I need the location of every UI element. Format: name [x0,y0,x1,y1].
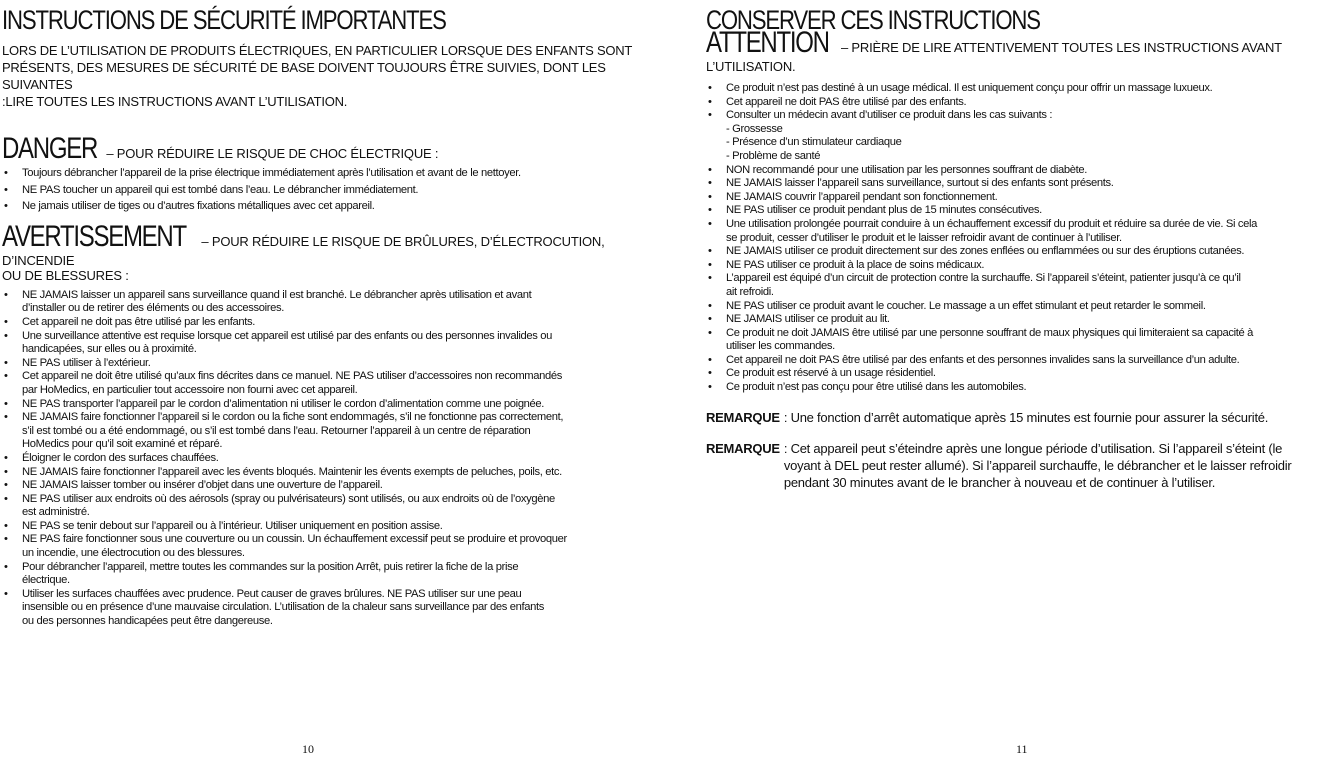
list-item: • NE JAMAIS laisser un appareil sans surveillance quand il est branché. Le débrancher après utilisation et avant d’installer ou de retirer des éléments ou des accessoires. [2,289,626,316]
list-item: • Une utilisation prolongée pourrait conduire à un échauffement excessif du produit et réduire sa durée de vie. Si cela se produit, cesser d’utiliser le produit et le laisser refroidir avant de continuer à l’utiliser. [706,218,1331,245]
remark [706,409,1331,426]
warning-subheading-2: OU DE BLESSURES : [2,267,129,283]
list-item: • Cet appareil ne doit PAS être utilisé par des enfants. [706,96,1331,110]
list-item: • NE JAMAIS faire fonctionner l’appareil si le cordon ou la fiche sont endommagés, s’il ne fonctionne pas correctement, s’il est tombé ou a été endommagé, ou s’il est tombé dans l’eau. Retourner l’appareil à un centre de réparation HoMedics pour qu’il soit examiné et réparé. [2,411,626,452]
list-item: • NE JAMAIS faire fonctionner l’appareil avec les évents bloqués. Maintenir les évents exempts de peluches, poils, etc. [2,466,626,480]
list-item: • NE PAS utiliser aux endroits où des aérosols (spray ou pulvérisateurs) sont utilisés, ou aux endroits où de l’oxygène est administré. [2,493,626,520]
attention-heading: ATTENTION [706,26,829,59]
left-page [0,0,633,759]
list-item: • NE JAMAIS couvrir l’appareil pendant son fonctionnement. [706,191,1331,205]
list-item: • NE JAMAIS utiliser ce produit au lit. [706,313,1331,327]
list-item: • NE JAMAIS utiliser ce produit directement sur des zones enflées ou enflammées ou sur des éruptions cutanées. [706,245,1331,259]
list-item: • NE PAS utiliser ce produit pendant plus de 15 minutes consécutives. [706,204,1331,218]
list-item: • Cet appareil ne doit PAS être utilisé par des enfants et des personnes invalides sans la surveillance d’un adulte. [706,354,1331,368]
list-item: • Utiliser les surfaces chauffées avec prudence. Peut causer de graves brûlures. NE PAS utiliser sur une peau insensible ou en présence d’une mauvaise circulation. L’utilisation de la chaleur sans surveillance par des enfants ou des personnes handicapées peut être dangereuse. [2,588,626,629]
list-item: • Ce produit ne doit JAMAIS être utilisé par une personne souffrant de maux physiques qui limiteraient sa capacité à utiliser les commandes. [706,327,1331,354]
list-item: • NE PAS toucher un appareil qui est tombé dans l’eau. Le débrancher immédiatement. [2,184,626,198]
list-item: • NE PAS faire fonctionner sous une couverture ou un coussin. Un échauffement excessif peut se produire et provoquer un incendie, une électrocution ou des blessures. [2,533,626,560]
remark-label: REMARQUE [706,440,780,456]
left-page-title: INSTRUCTIONS DE SÉCURITÉ IMPORTANTES [2,5,446,35]
warning-heading-line [2,219,626,270]
list-item: • NE PAS utiliser à l’extérieur. [2,357,626,371]
attention-list [706,82,1331,395]
list-item: • Ce produit est réservé à un usage résidentiel. [706,367,1331,381]
list-item: • NON recommandé pour une utilisation par les personnes souffrant de diabète. [706,164,1331,178]
danger-subheading: – POUR RÉDUIRE LE RISQUE DE CHOC ÉLECTRIQUE : [106,146,439,161]
list-item: • Éloigner le cordon des surfaces chauffées. [2,452,626,466]
remarks [706,409,1331,491]
danger-list [2,167,626,214]
list-item: • Cet appareil ne doit être utilisé qu’aux fins décrites dans ce manuel. NE PAS utiliser d’accessoires non recommandés par HoMedics, en particulier tout accessoire non fourni avec cet appareil. [2,370,626,397]
list-item: • Consulter un médecin avant d’utiliser ce produit dans les cas suivants : - Grossesse - Présence d’un stimulateur cardiaque - Problème de santé [706,109,1331,163]
left-intro: LORS DE L’UTILISATION DE PRODUITS ÉLECTRIQUES, EN PARTICULIER LORSQUE DES ENFANTS SONT PRÉSENTS, DES MESURES DE SÉCURITÉ DE BASE DOIVENT TOUJOURS ÊTRE SUIVIES, DONT LES SUIVANTES :LIRE TOUTES LES INSTRUCTIONS AVANT L’UTILISATION. [2,43,633,109]
list-item: • NE PAS se tenir debout sur l’appareil ou à l’intérieur. Utiliser uniquement en position assise. [2,520,626,534]
remark-text: : Une fonction d’arrêt automatique après 15 minutes est fournie pour assurer la sécurité. [783,409,1269,425]
list-item: • NE JAMAIS laisser l’appareil sans surveillance, surtout si des enfants sont présents. [706,177,1331,191]
list-item: • Une surveillance attentive est requise lorsque cet appareil est utilisé par des enfants ou des personnes invalides ou handicapées, sur elles ou à proximité. [2,330,626,357]
attention-heading-line [706,26,1331,76]
warning-subheading: – POUR RÉDUIRE LE RISQUE DE BRÛLURES, D’ÉLECTROCUTION, D’INCENDIE [2,233,605,268]
list-item: • NE PAS transporter l’appareil par le cordon d’alimentation ni utiliser le cordon d’alimentation comme une poignée. [2,398,626,412]
list-item: • NE JAMAIS laisser tomber ou insérer d’objet dans une ouverture de l’appareil. [2,479,626,493]
right-page-title: CONSERVER CES INSTRUCTIONS [706,5,1040,35]
page-number-left: 10 [302,742,314,756]
right-page [706,0,1331,759]
page-number-right: 11 [1016,742,1028,756]
list-item: • Toujours débrancher l’appareil de la prise électrique immédiatement après l’utilisation et avant de le nettoyer. [2,167,626,181]
warning-heading: AVERTISSEMENT [2,219,186,253]
remark-text: : Cet appareil peut s’éteindre après une longue période d’utilisation. Si l’appareil s’éteint (le voyant à DEL peut rester allumé). Si l’appareil surchauffe, le débrancher et le laisser refroidir pendant 30 minutes avant de le brancher à nouveau et de continuer à l’utiliser. [783,440,1292,490]
list-item: • NE PAS utiliser ce produit avant le coucher. Le massage a un effet stimulant et peut retarder le sommeil. [706,300,1331,314]
remark-label: REMARQUE [706,409,780,425]
list-item: • L’appareil est équipé d’un circuit de protection contre la surchauffe. Si l’appareil s’éteint, patienter jusqu’à ce qu’il ait refroidi. [706,272,1331,299]
danger-heading-line [2,132,626,165]
list-item: • Cet appareil ne doit pas être utilisé par les enfants. [2,316,626,330]
warning-list [2,289,626,629]
attention-subheading: – PRIÈRE DE LIRE ATTENTIVEMENT TOUTES LES INSTRUCTIONS AVANT L’UTILISATION. [706,40,1282,74]
list-item: • Ce produit n’est pas destiné à un usage médical. Il est uniquement conçu pour offrir un massage luxueux. [706,82,1331,96]
list-item: • Ne jamais utiliser de tiges ou d’autres fixations métalliques avec cet appareil. [2,200,626,214]
list-item: • NE PAS utiliser ce produit à la place de soins médicaux. [706,259,1331,273]
remark [706,440,1331,491]
danger-heading: DANGER [2,132,97,165]
list-item: • Ce produit n’est pas conçu pour être utilisé dans les automobiles. [706,381,1331,395]
list-item: • Pour débrancher l’appareil, mettre toutes les commandes sur la position Arrêt, puis retirer la fiche de la prise électrique. [2,561,626,588]
